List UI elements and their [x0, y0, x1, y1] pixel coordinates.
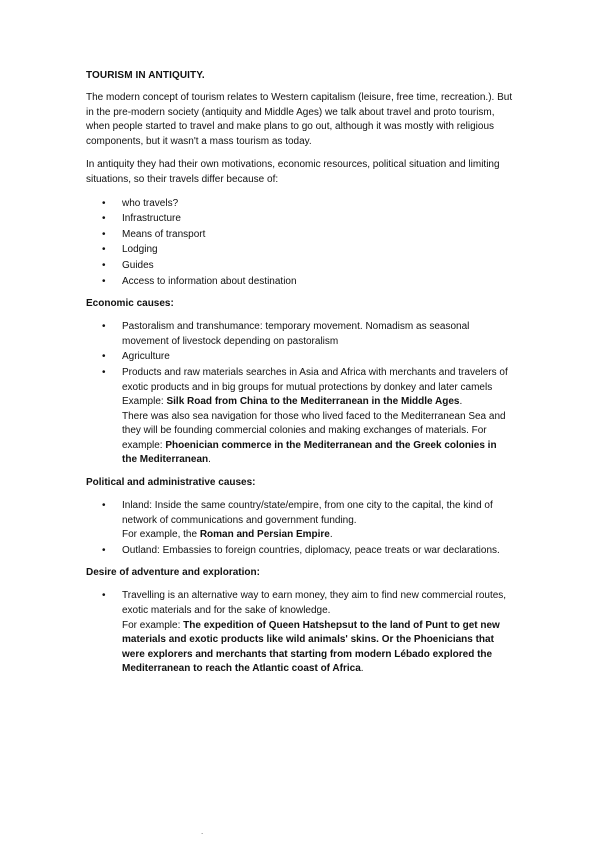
footer-mark: . [201, 827, 204, 836]
sea-navigation-text [122, 410, 514, 468]
item-text: Travelling is an alternative way to earn money, they aim to find new commercial routes, exotic materials and for the sake of knowledge. [122, 590, 507, 617]
list-item [86, 499, 514, 543]
political-heading: Political and administrative causes: [86, 477, 256, 489]
intro-paragraph: The modern concept of tourism relates to Western capitalism (leisure, free time, recreation.). But in the pre-modern society (antiquity and Middle Ages) we talk about travel and proto tourism, when people started to travel and make plans to go out, although it was mostly with religious components, but it wasn't a mass tourism as today. [86, 92, 513, 147]
more-suffix: . [208, 454, 211, 466]
example-prefix: For example: [122, 619, 184, 631]
list-item [86, 544, 514, 559]
list-item: • Infrastructure [86, 212, 514, 227]
list-item: • who travels? [86, 197, 514, 212]
list-item [86, 320, 514, 349]
item-text: Inland: Inside the same country/state/empire, from one city to the capital, the kind of network of communications and government funding. [122, 500, 493, 526]
example-line [122, 619, 514, 677]
example-line [122, 395, 514, 410]
list-item: • Lodging [86, 243, 514, 258]
more-bold: Phoenician commerce in the Mediterranean and the Greek colonies in the Mediterranean [122, 439, 497, 466]
economic-list [86, 320, 514, 468]
adventure-list [86, 589, 514, 677]
list-item: • Guides [86, 259, 514, 274]
factors-list [86, 197, 514, 290]
list-item: • Access to information about destination [86, 275, 514, 290]
antiquity-paragraph: In antiquity they had their own motivations, economic resources, political situation and limiting situations, so their travels differ because of: [86, 159, 500, 185]
example-bold: Silk Road from China to the Mediterranean in the Middle Ages [166, 396, 460, 408]
list-item [86, 366, 514, 468]
item-text: Outland: Embassies to foreign countries, diplomacy, peace treats or war declarations. [122, 544, 500, 556]
example-prefix: For example, the [122, 529, 200, 541]
example-suffix: . [459, 396, 463, 408]
list-item [86, 350, 514, 365]
item-text: Agriculture [122, 351, 170, 363]
example-suffix: . [360, 663, 364, 675]
political-list [86, 499, 514, 558]
item-text: Pastoralism and transhumance: temporary movement. Nomadism as seasonal movement of livestock depending on pastoralism [122, 321, 470, 347]
list-item: • Means of transport [86, 228, 514, 243]
example-line [122, 528, 514, 543]
list-item [86, 589, 514, 677]
example-bold: The expedition of Queen Hatshepsut to the land of Punt to get new materials and exotic products like wild animals' skins. Or the Phoenicians that were explorers and merchants that starting from modern Lébado explored the Mediterranean to reach the Atlantic coast of Africa [122, 619, 500, 675]
example-bold: Roman and Persian Empire [199, 529, 330, 541]
adventure-heading: Desire of adventure and exploration: [86, 567, 260, 579]
example-suffix: . [329, 529, 333, 541]
example-prefix: Example: [122, 396, 167, 408]
document-title: TOURISM IN ANTIQUITY. [86, 70, 205, 81]
more-text: There was also sea navigation for those who lived faced to the Mediterranean Sea and they will be founding commercial colonies and making exchanges of materials. For example: [122, 410, 506, 451]
economic-heading: Economic causes: [86, 298, 174, 310]
item-text: Products and raw materials searches in Asia and Africa with merchants and travelers of exotic products and in big groups for mutual protections by donkey and later camels [122, 366, 508, 393]
